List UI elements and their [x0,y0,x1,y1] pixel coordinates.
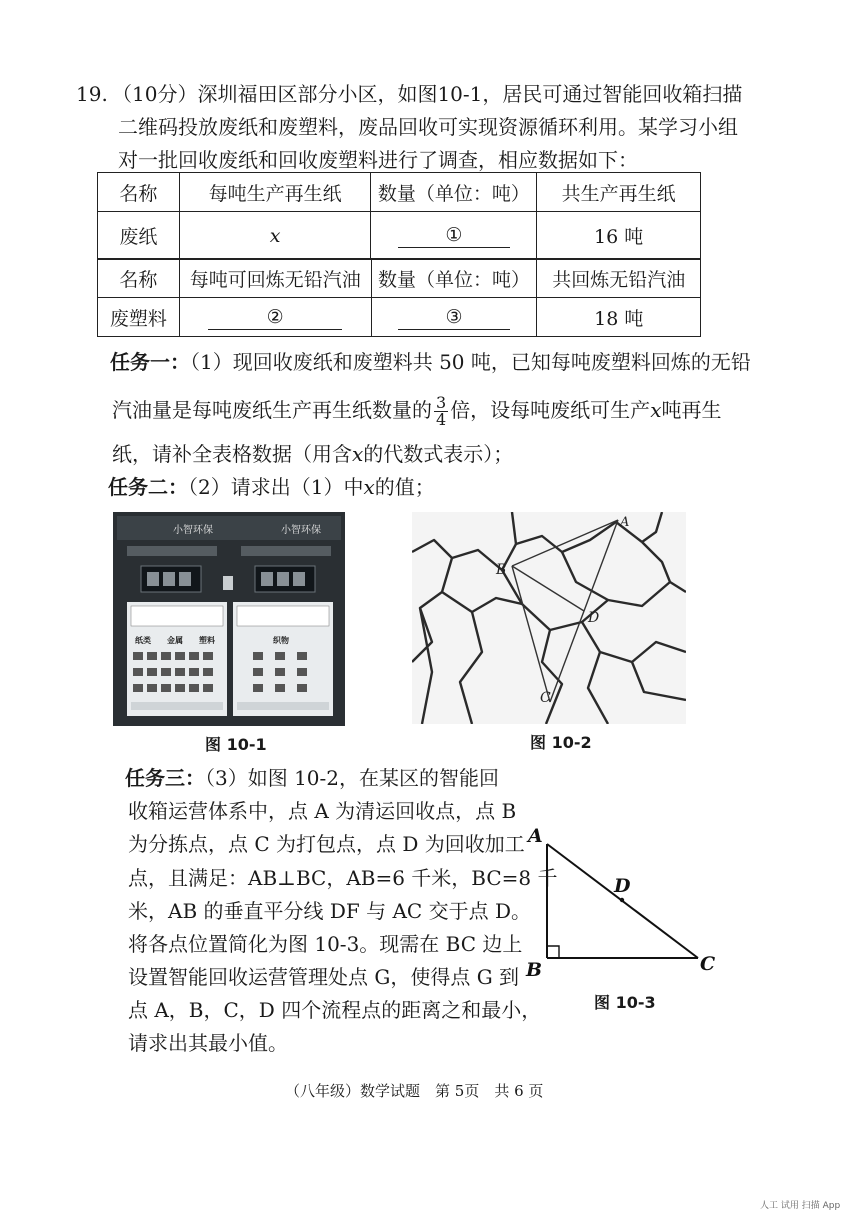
task1-label: 任务一： [110,350,190,374]
blank-2: ② [208,305,342,330]
task2-text: 的值； [374,475,435,499]
blank-1: ① [398,223,510,248]
task1-text: 吨再生 [661,398,722,422]
table-cell: 废纸 [98,212,180,260]
table-header-cell: 名称 [98,259,180,298]
task3-line-7: 设置智能回收运营管理处点 G，使得点 G 到 [128,965,520,989]
point-b-label: B [526,959,543,981]
screen-icon [147,572,159,586]
table-cell: 16 吨 [537,212,701,260]
task3-line-8: 点 A，B，C，D 四个流程点的距离之和最小， [128,998,542,1022]
page-footer: （八年级）数学试题 第 5页 共 6 页 [285,1082,544,1100]
intro-line-1: （10分）深圳福田区部分小区，如图10-1，居民可通过智能回收箱扫描 [112,82,743,106]
machine-strip [127,546,217,556]
task3-line-4: 点，且满足：AB⊥BC，AB=6 千米，BC=8 千 [128,866,558,890]
machine-strip [241,546,331,556]
screen-icon [277,572,289,586]
panel-notice [237,606,329,626]
table-cell: 18 吨 [537,298,701,337]
question-number: 19. [76,82,108,106]
intro-line-3: 对一批回收废纸和回收废塑料进行了调查，相应数据如下： [118,148,638,172]
fraction [434,395,448,428]
table-cell: 废塑料 [98,298,180,337]
figure-10-1-caption: 图 10-1 [205,735,267,754]
triangle-diagram [520,820,730,985]
panel-category: 纸类 [135,636,151,645]
figure-10-2-caption: 图 10-2 [530,733,592,752]
intro-line-2: 二维码投放废纸和废塑料，废品回收可实现资源循环利用。某学习小组 [118,115,738,139]
right-angle-mark [547,946,559,958]
watermark-text: 人工 试用 扫描 App [760,1201,841,1211]
table-cell-variable: x [179,212,371,260]
task1-text: 倍，设每吨废纸可生产 [450,398,651,422]
task3-line-9: 请求出其最小值。 [128,1031,288,1055]
table-cell-blank [179,298,371,337]
blank-3: ③ [398,305,510,330]
screen-icon [261,572,273,586]
task1-line-1 [110,348,751,376]
panel-notice [131,606,223,626]
panel-footer-strip [131,702,223,710]
table-cell-blank [371,212,537,260]
point-a-label: A [528,825,543,847]
task3-line-3: 为分拣点，点 C 为打包点，点 D 为回收加工 [128,832,525,856]
task3-line-6: 将各点位置简化为图 10-3。现需在 BC 边上 [128,932,523,956]
point-b-label: B [496,562,507,578]
task3-line-2: 收箱运营体系中，点 A 为清运回收点，点 B [128,799,517,823]
task3-text: （3）如图 10-2，在某区的智能回 [205,766,500,790]
task2-text: （2）请求出（1）中 [188,475,364,499]
task3-line-5: 米，AB 的垂直平分线 DF 与 AC 交于点 D。 [128,899,531,923]
table-row [98,212,701,260]
task2-line [108,473,435,501]
point-c-label: C [540,690,551,706]
point-c-label: C [700,953,716,975]
map-diagram [412,512,686,724]
task3-label: 任务三： [125,766,205,790]
task2-label: 任务二： [108,475,188,499]
point-a-label: A [620,515,630,530]
fraction-denominator: 4 [436,410,447,429]
table-header-row [98,259,701,298]
task1-line-3 [112,440,513,468]
figure-10-3-caption: 图 10-3 [594,993,656,1012]
point-d-label: D [614,875,631,897]
table-header-row [98,173,701,212]
screen-icon [163,572,175,586]
table-header-cell: 共回炼无铅汽油 [537,259,701,298]
task1-text: 的代数式表示）； [363,442,514,466]
screen-icon [179,572,191,586]
panel-category: 塑料 [199,636,215,645]
task1-text: （1）现回收废纸和废塑料共 50 吨，已知每吨废塑料回炼的无铅 [190,350,751,374]
table-header-cell: 每吨生产再生纸 [179,173,371,212]
panel-footer-strip [237,702,329,710]
panel-category: 金属 [167,636,183,645]
table-header-cell: 共生产再生纸 [537,173,701,212]
task3-line-1 [125,764,499,792]
variable-x: x [650,398,662,422]
plastic-table [97,258,701,337]
qr-scanner-icon [223,576,233,590]
task1-line-2 [112,392,721,428]
machine-brand-right: 小智环保 [281,525,321,536]
fraction-numerator: 3 [436,393,447,412]
recycling-machine-photo [113,512,345,726]
table-header-cell: 名称 [98,173,180,212]
machine-brand-left: 小智环保 [173,525,213,536]
paper-table [97,172,701,260]
table-header-cell: 数量（单位：吨） [371,259,537,298]
table-header-cell: 每吨可回炼无铅汽油 [179,259,371,298]
task1-text: 汽油量是每吨废纸生产再生纸数量的 [112,398,432,422]
panel-category: 织物 [273,636,289,645]
point-d-dot [620,898,624,902]
table-header-cell: 数量（单位：吨） [371,173,537,212]
variable-x: x [363,475,375,499]
screen-icon [293,572,305,586]
table-cell-blank [371,298,537,337]
variable-x: x [352,442,364,466]
task1-text: 纸，请补全表格数据（用含 [112,442,352,466]
point-d-label: D [588,610,600,626]
table-row [98,298,701,337]
